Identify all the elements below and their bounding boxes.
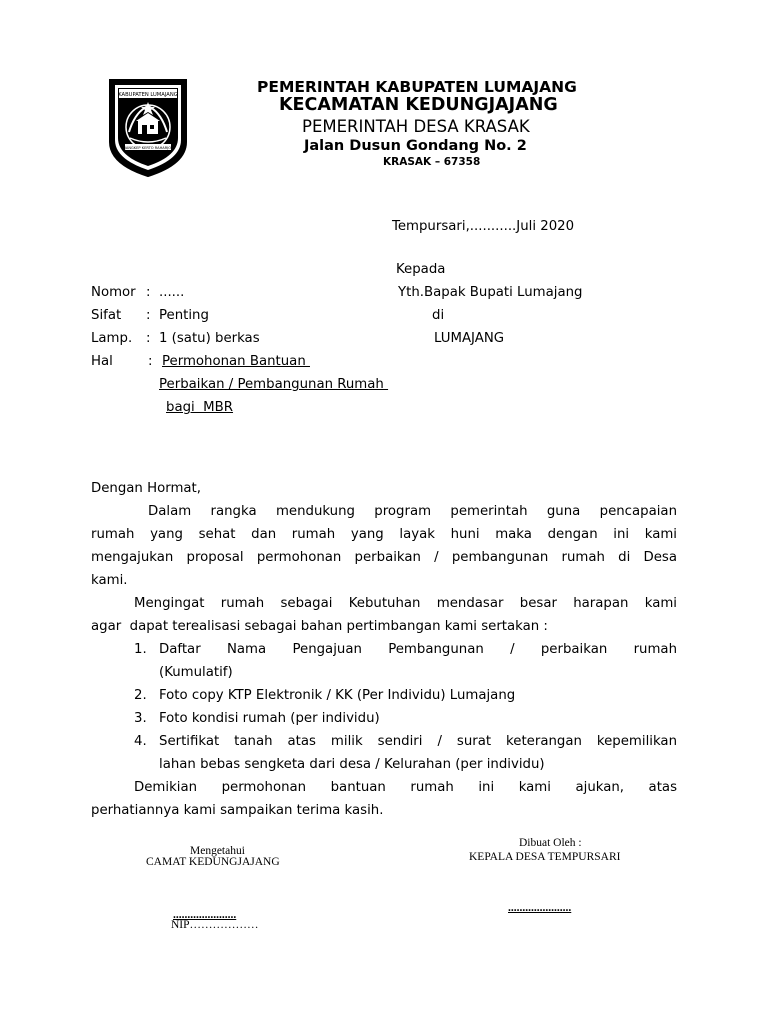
- hal-colon: :: [148, 354, 153, 369]
- sifat-value: Penting: [159, 308, 209, 323]
- hal-line-2: Perbaikan / Pembangunan Rumah: [159, 377, 389, 392]
- paragraph-1-line-2: rumah yang sehat dan rumah yang layak huni maka dengan ini kami: [91, 527, 677, 542]
- list-item-2-line-1: Foto copy KTP Elektronik / KK (Per Individu) Lumajang: [159, 688, 516, 703]
- greeting: Dengan Hormat,: [91, 481, 201, 496]
- header-line-1: PEMERINTAH KABUPATEN LUMAJANG: [257, 78, 577, 96]
- list-item-1-line-1: Daftar Nama Pengajuan Pembangunan / perbaikan rumah: [159, 642, 677, 657]
- list-item-number: 1.: [134, 642, 147, 657]
- sifat-label: Sifat: [91, 308, 122, 323]
- lamp-colon: :: [146, 331, 151, 346]
- header-line-4: Jalan Dusun Gondang No. 2: [304, 138, 527, 154]
- list-item-4-line-2: lahan bebas sengketa dari desa / Kelurahan (per individu): [159, 757, 545, 772]
- paragraph-1-line-3: mengajukan proposal permohonan perbaikan / pembangunan rumah di Desa: [91, 550, 677, 565]
- recipient-kepada: Kepada: [396, 262, 446, 277]
- logo-text-bottom: JANGKEP KERTO RAHARJO: [124, 146, 172, 150]
- nomor-label: Nomor: [91, 285, 136, 300]
- nomor-value: ......: [159, 285, 185, 300]
- left-signature-role: CAMAT KEDUNGJAJANG: [146, 856, 280, 868]
- kabupaten-lumajang-logo: [105, 72, 191, 180]
- list-item-number: 2.: [134, 688, 147, 703]
- recipient-place: LUMAJANG: [434, 331, 505, 346]
- right-signature-title: Dibuat Oleh :: [519, 837, 582, 849]
- recipient-di: di: [432, 308, 445, 323]
- paragraph-1-line-1: Dalam rangka mendukung program pemerintah guna pencapaian: [148, 504, 677, 519]
- right-signature-role: KEPALA DESA TEMPURSARI: [469, 851, 621, 863]
- nomor-colon: :: [146, 285, 151, 300]
- header-line-3: PEMERINTAH DESA KRASAK: [302, 117, 530, 136]
- left-signature-title: Mengetahui: [190, 845, 245, 857]
- logo-text-top: KABUPATEN LUMAJANG: [118, 92, 178, 98]
- header-line-5: KRASAK – 67358: [383, 156, 481, 168]
- right-signature-name: ......................: [508, 902, 572, 914]
- hal-label: Hal: [91, 354, 113, 369]
- list-item-number: 3.: [134, 711, 147, 726]
- list-item-4-line-1: Sertifikat tanah atas milik sendiri / surat keterangan kepemilikan: [159, 734, 677, 749]
- list-item-3-line-1: Foto kondisi rumah (per individu): [159, 711, 380, 726]
- hal-line-3: bagi MBR: [166, 400, 234, 415]
- lamp-label: Lamp.: [91, 331, 133, 346]
- list-item-number: 4.: [134, 734, 147, 749]
- hal-line-1: Permohonan Bantuan: [162, 354, 310, 369]
- left-signature-name: ......................: [173, 909, 237, 921]
- header-line-2: KECAMATAN KEDUNGJAJANG: [279, 95, 558, 115]
- paragraph-3-line-1: Demikian permohonan bantuan rumah ini kami ajukan, atas: [134, 780, 677, 795]
- paragraph-1-line-4: kami.: [91, 573, 128, 588]
- list-item-1-line-2: (Kumulatif): [159, 665, 233, 680]
- lamp-value: 1 (satu) berkas: [159, 331, 260, 346]
- left-signature-nip: NIP………………: [171, 919, 259, 931]
- paragraph-3-line-2: perhatiannya kami sampaikan terima kasih.: [91, 803, 384, 818]
- letter-date: Tempursari,...........Juli 2020: [392, 219, 575, 234]
- paragraph-2-line-1: Mengingat rumah sebagai Kebutuhan mendasar besar harapan kami: [134, 596, 677, 611]
- recipient-yth: Yth.Bapak Bupati Lumajang: [398, 285, 583, 300]
- paragraph-2-line-2: agar dapat terealisasi sebagai bahan pertimbangan kami sertakan :: [91, 619, 548, 634]
- sifat-colon: :: [146, 308, 151, 323]
